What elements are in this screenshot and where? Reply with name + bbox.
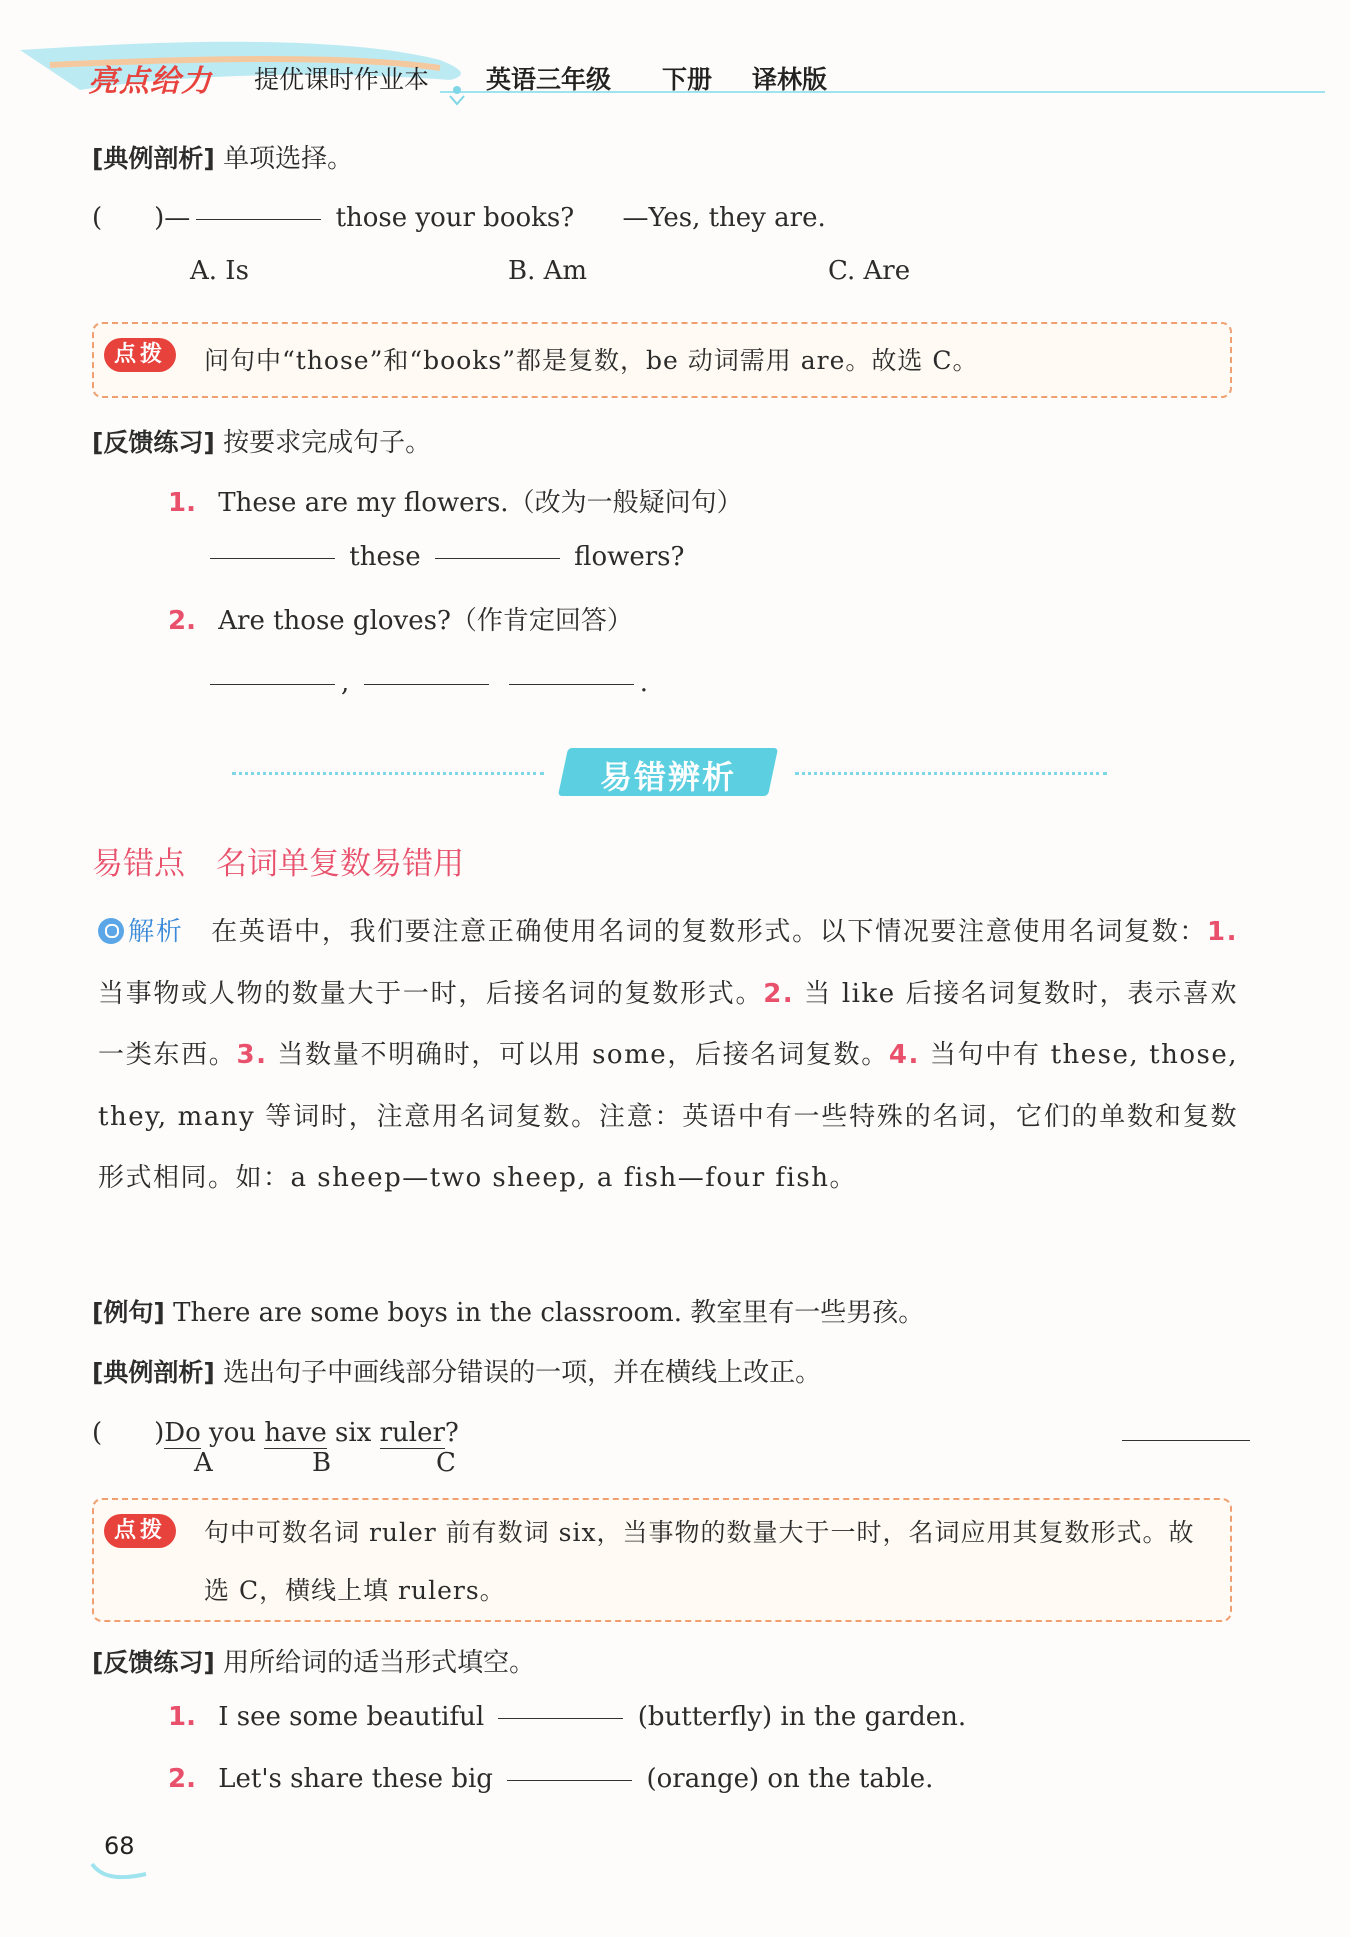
option-a: A. Is xyxy=(190,256,249,286)
point-number: 3. xyxy=(236,1040,268,1070)
practice2-q2 xyxy=(168,1764,933,1794)
example2-question xyxy=(92,1412,459,1449)
point-number: 1. xyxy=(1207,917,1238,947)
example-sentence xyxy=(92,1292,924,1329)
page-number: 68 xyxy=(104,1832,135,1860)
section-banner-title: 易错辨析 xyxy=(599,758,736,796)
analysis-paragraph xyxy=(98,902,1238,1210)
analysis-intro: 在英语中，我们要注意正确使用名词的复数形式。以下情况要注意使用名词复数： xyxy=(183,917,1208,947)
practice1-q1 xyxy=(168,482,743,519)
point-number: 4. xyxy=(888,1040,920,1070)
example1-instruction: 单项选择。 xyxy=(223,144,354,174)
question-text: I see some beautiful xyxy=(218,1702,485,1732)
point-text: 当 like 后接名词复数时，表示喜欢一类东西。 xyxy=(98,978,1238,1070)
question-word: you xyxy=(200,1418,265,1448)
example1-question xyxy=(92,197,826,234)
underlined-option-b: have xyxy=(264,1418,327,1448)
tip-badge: 点拨 xyxy=(104,338,176,372)
answer-blank[interactable] xyxy=(507,1779,632,1781)
question-text: Let's share these big xyxy=(218,1764,493,1794)
answer-blank[interactable] xyxy=(435,557,560,559)
answer-period: . xyxy=(639,668,649,698)
answer-word: these xyxy=(349,542,421,572)
point-text: 当数量不明确时，可以用 some，后接名词复数。 xyxy=(267,1040,889,1070)
answer-comma: , xyxy=(341,668,350,698)
point-text: 当事物或人物的数量大于一时，后接名词的复数形式。 xyxy=(98,978,764,1009)
answer-blank[interactable] xyxy=(498,1717,623,1719)
label-a: A xyxy=(194,1448,213,1478)
example1-heading xyxy=(92,138,353,175)
series-title: 提优课时作业本 xyxy=(254,65,430,94)
tip-box-1 xyxy=(92,322,1232,398)
answer-blank[interactable] xyxy=(196,218,321,220)
tip-badge: 点拨 xyxy=(104,1514,176,1548)
practice1-q1-answer xyxy=(210,542,684,572)
practice2-instruction: 用所给词的适当形式填空。 xyxy=(223,1648,536,1678)
practice1-q2 xyxy=(168,600,633,637)
answer-blank[interactable] xyxy=(210,683,335,685)
volume-label: 下册 xyxy=(662,65,713,94)
question-number: 1. xyxy=(168,488,196,518)
label-b: B xyxy=(312,1448,332,1478)
practice2-q1 xyxy=(168,1702,966,1732)
question-text: (butterfly) in the garden. xyxy=(637,1702,967,1732)
divider-dots-right xyxy=(795,772,1107,775)
analysis-icon xyxy=(98,918,124,944)
example1-tag: [典例剖析] xyxy=(92,144,215,173)
page-number-swoosh xyxy=(90,1860,150,1884)
point-number: 2. xyxy=(763,978,795,1009)
analysis-label: 解析 xyxy=(128,917,184,947)
answer-blank[interactable] xyxy=(509,683,634,685)
tip-text: 问句中“those”和“books”都是复数，be 动词需用 are。故选 C。 xyxy=(204,346,979,375)
answer-paren: ( )— xyxy=(92,203,191,233)
practice2-heading xyxy=(92,1642,535,1679)
question-text: These are my flowers.（改为一般疑问句） xyxy=(218,488,743,518)
question-number: 1. xyxy=(168,1702,196,1732)
point-text: 当句中有 these, those, they, many 等词时，注意用名词复数。注意：英语中有一些特殊的名词，它们的单数和复数形式相同。如：a sheep—two sheep, a fish—four fish。 xyxy=(98,1040,1238,1193)
answer-blank[interactable] xyxy=(364,683,489,685)
practice1-instruction: 按要求完成句子。 xyxy=(223,428,432,458)
edition-label: 译林版 xyxy=(752,65,828,94)
option-c: C. Are xyxy=(828,256,911,286)
example2-instruction: 选出句子中画线部分错误的一项，并在横线上改正。 xyxy=(223,1358,822,1388)
question-number: 2. xyxy=(168,606,196,636)
subject-grade: 英语三年级 xyxy=(486,65,612,94)
practice2-tag: [反馈练习] xyxy=(92,1648,215,1677)
question-reply: —Yes, they are. xyxy=(622,203,826,233)
example2-heading xyxy=(92,1352,821,1389)
brand-logo-text: 亮点给力 xyxy=(88,64,212,99)
practice1-heading xyxy=(92,422,431,459)
question-word: six xyxy=(326,1418,380,1448)
label-c: C xyxy=(436,1448,456,1478)
example-sentence-tag: [例句] xyxy=(92,1298,165,1327)
question-number: 2. xyxy=(168,1764,196,1794)
practice1-q2-answer xyxy=(210,668,648,698)
practice1-tag: [反馈练习] xyxy=(92,428,215,457)
correction-blank[interactable] xyxy=(1122,1440,1250,1441)
underlined-option-c: ruler xyxy=(379,1418,445,1448)
answer-blank[interactable] xyxy=(210,557,335,559)
question-text: Are those gloves?（作肯定回答） xyxy=(218,606,633,636)
answer-paren: ( ) xyxy=(92,1418,165,1448)
tip-box-2 xyxy=(92,1498,1232,1622)
answer-word: flowers? xyxy=(574,542,685,572)
example-sentence-text: There are some boys in the classroom. 教室里有一些男孩。 xyxy=(173,1298,925,1328)
error-point-title: 易错点 名词单复数易错用 xyxy=(92,846,464,882)
question-mark: ? xyxy=(444,1418,459,1448)
question-middle: those your books? xyxy=(335,203,575,233)
question-text: (orange) on the table. xyxy=(646,1764,934,1794)
underlined-option-a: Do xyxy=(164,1418,201,1448)
divider-dots-left xyxy=(232,772,544,775)
tip-text: 句中可数名词 ruler 前有数词 six，当事物的数量大于一时，名词应用其复数形式。故选 C，横线上填 rulers。 xyxy=(204,1518,1195,1605)
example2-tag: [典例剖析] xyxy=(92,1358,215,1387)
option-b: B. Am xyxy=(508,256,588,286)
